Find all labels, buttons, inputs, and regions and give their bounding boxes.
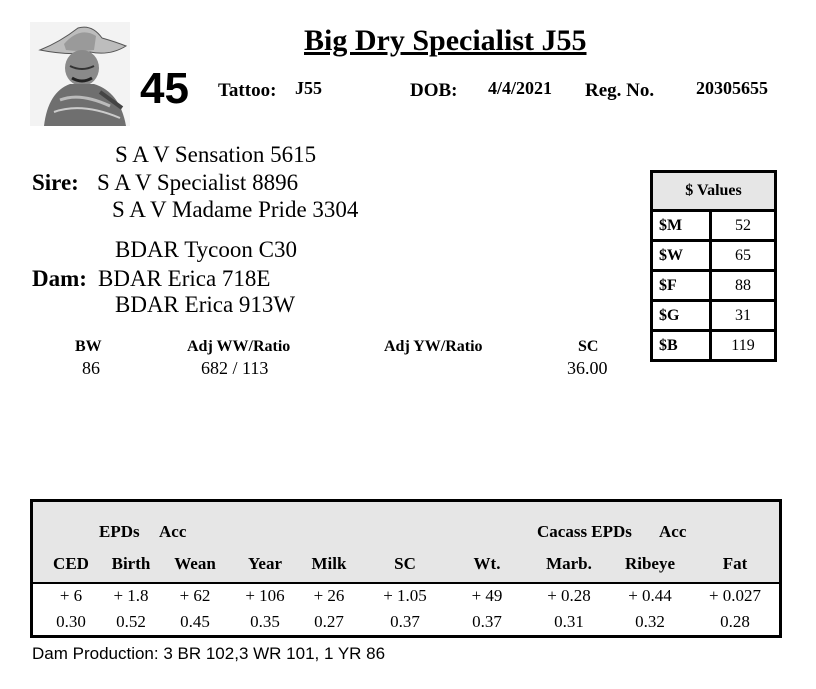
dam-dam: BDAR Erica 913W (115, 292, 296, 317)
epd-accuracy: 0.27 (314, 612, 344, 631)
carcass-acc-label: Acc (659, 522, 687, 541)
epd-column-header: Wean (174, 554, 216, 573)
epd-value: + 106 (245, 586, 285, 605)
epd-accuracy: 0.30 (56, 612, 86, 631)
ww-header: Adj WW/Ratio (187, 338, 291, 355)
dam-sire: BDAR Tycoon C30 (115, 237, 297, 262)
sc-value: 36.00 (567, 358, 608, 378)
dollar-key: $W (652, 241, 711, 271)
dollar-value: 65 (711, 241, 776, 271)
sire-dam: S A V Madame Pride 3304 (112, 197, 359, 222)
table-row (652, 211, 776, 241)
epd-accuracy: 0.52 (116, 612, 146, 631)
dob-value: 4/4/2021 (488, 78, 553, 98)
epd-accuracy: 0.37 (390, 612, 420, 631)
sire-label: Sire: (32, 170, 79, 195)
bw-value: 86 (82, 358, 100, 378)
epd-value: + 1.8 (113, 586, 149, 605)
epds-acc-label: Acc (159, 522, 187, 541)
table-row (652, 271, 776, 301)
epd-accuracy: 0.28 (720, 612, 750, 631)
tattoo-value: J55 (295, 78, 322, 98)
dam-production: Dam Production: 3 BR 102,3 WR 101, 1 YR 86 (32, 644, 386, 663)
dollar-value: 88 (711, 271, 776, 301)
sire-name: S A V Specialist 8896 (97, 170, 299, 195)
epd-accuracy: 0.37 (472, 612, 502, 631)
sire-sire: S A V Sensation 5615 (115, 142, 317, 167)
reg-label: Reg. No. (585, 80, 655, 101)
cowboy-photo (30, 22, 130, 126)
dollar-value: 52 (711, 211, 776, 241)
table-row (652, 331, 776, 361)
epd-column-header: Year (248, 554, 282, 573)
epd-table (30, 499, 782, 638)
dob-label: DOB: (410, 80, 458, 101)
epd-accuracy: 0.31 (554, 612, 584, 631)
page-title: Big Dry Specialist J55 (304, 24, 587, 57)
carcass-epds-label: Cacass EPDs (537, 522, 632, 541)
epd-column-header: Birth (111, 554, 151, 573)
epd-value: + 62 (179, 586, 211, 605)
epd-column-header: Milk (311, 554, 347, 573)
table-row (652, 241, 776, 271)
sc-header: SC (578, 338, 599, 355)
epds-group-label: EPDs (99, 522, 140, 541)
epd-accuracy: 0.35 (250, 612, 280, 631)
dollar-key: $M (652, 211, 711, 241)
dollar-value: 119 (711, 331, 776, 361)
epd-value: + 6 (59, 586, 83, 605)
reg-value: 20305655 (696, 78, 768, 98)
epd-column-header: CED (53, 554, 89, 573)
dollar-key: $F (652, 271, 711, 301)
epd-value: + 0.28 (547, 586, 591, 605)
table-row (652, 301, 776, 331)
dollar-key: $B (652, 331, 711, 361)
epd-value: + 0.027 (708, 586, 762, 605)
epd-column-header: SC (394, 554, 416, 573)
tattoo-label: Tattoo: (218, 80, 277, 101)
epd-column-header: Fat (722, 554, 748, 573)
dam-label: Dam: (32, 266, 87, 291)
lot-number: 45 (140, 64, 189, 113)
bw-header: BW (75, 338, 102, 355)
epd-value: + 0.44 (628, 586, 672, 605)
dollar-values-title: $ Values (652, 172, 776, 211)
epd-column-header: Wt. (473, 554, 501, 573)
epd-value: + 1.05 (383, 586, 427, 605)
epd-column-header: Ribeye (624, 554, 676, 573)
epd-column-header: Marb. (546, 554, 592, 573)
dollar-key: $G (652, 301, 711, 331)
epd-value: + 49 (471, 586, 503, 605)
epd-accuracy: 0.32 (635, 612, 665, 631)
ww-value: 682 / 113 (201, 358, 269, 378)
yw-header: Adj YW/Ratio (384, 338, 483, 355)
dam-name: BDAR Erica 718E (98, 266, 271, 291)
dollar-value: 31 (711, 301, 776, 331)
epd-accuracy: 0.45 (180, 612, 210, 631)
epd-value: + 26 (313, 586, 345, 605)
dollar-values-table (650, 170, 777, 362)
